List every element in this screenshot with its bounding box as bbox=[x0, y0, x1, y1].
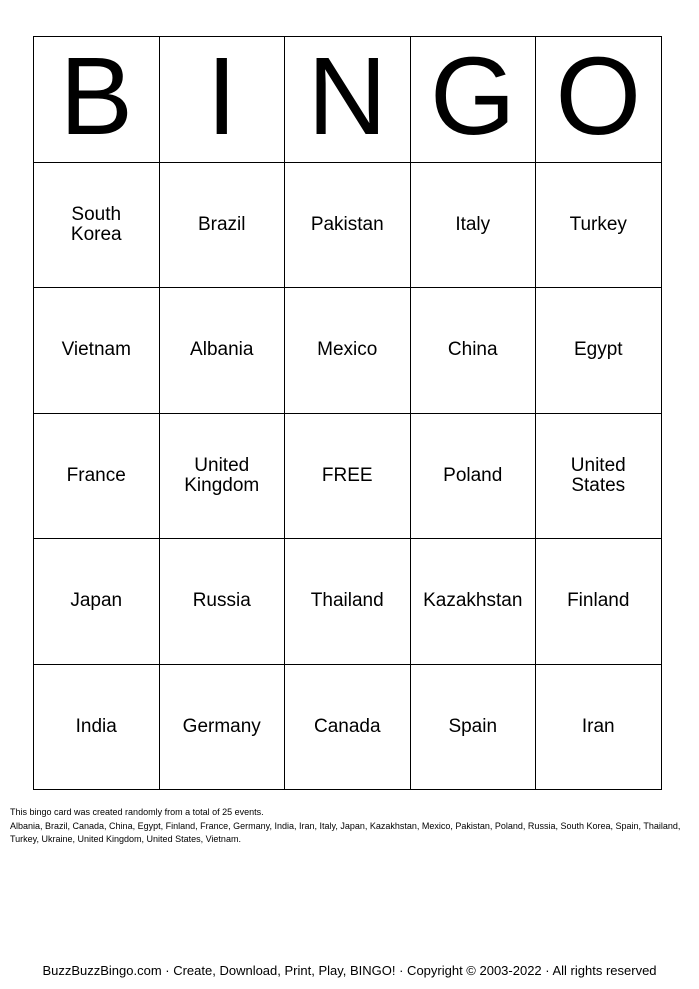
card-info bbox=[10, 806, 692, 847]
bingo-cell-label: Italy bbox=[455, 213, 491, 235]
bingo-cell bbox=[410, 162, 536, 288]
header-letter-n bbox=[285, 37, 411, 163]
bingo-cell bbox=[285, 664, 411, 790]
bingo-cell-label: Iran bbox=[581, 715, 615, 737]
bingo-cell-label: Russia bbox=[192, 590, 251, 612]
bingo-cell-label: Spain bbox=[448, 715, 498, 737]
bingo-cell-label: France bbox=[66, 464, 126, 486]
bingo-cell bbox=[159, 288, 285, 414]
header-letter-text: O bbox=[555, 36, 642, 159]
bingo-cell bbox=[159, 539, 285, 665]
bingo-cell bbox=[536, 162, 662, 288]
bingo-cell-label: Japan bbox=[70, 590, 123, 612]
bingo-cell-label: China bbox=[447, 339, 498, 361]
free-space-label: FREE bbox=[321, 464, 373, 486]
bingo-cell bbox=[410, 664, 536, 790]
bingo-cell bbox=[285, 288, 411, 414]
created-note: This bingo card was created randomly from a total of 25 events. bbox=[10, 807, 264, 817]
bingo-cell-label: Canada bbox=[313, 715, 381, 737]
bingo-cell bbox=[34, 664, 160, 790]
header-letter-i bbox=[159, 37, 285, 163]
bingo-row bbox=[34, 288, 662, 414]
bingo-cell bbox=[536, 539, 662, 665]
bingo-cell-label: Albania bbox=[190, 339, 254, 361]
bingo-cell-label: United Kingdom bbox=[184, 454, 260, 496]
bingo-cell-label: Kazakhstan bbox=[423, 590, 523, 612]
bingo-cell-label: Pakistan bbox=[310, 213, 384, 235]
bingo-header-row bbox=[34, 37, 662, 163]
header-letter-text: N bbox=[307, 36, 387, 159]
bingo-cell bbox=[34, 539, 160, 665]
bingo-cell-label: Germany bbox=[182, 715, 261, 737]
bingo-row bbox=[34, 162, 662, 288]
bingo-cell-label: Turkey bbox=[569, 213, 627, 235]
bingo-cell-label: Thailand bbox=[310, 590, 384, 612]
bingo-cell-label: Poland bbox=[443, 464, 503, 486]
bingo-cell bbox=[536, 664, 662, 790]
bingo-cell bbox=[159, 162, 285, 288]
bingo-cell bbox=[536, 288, 662, 414]
bingo-cell bbox=[285, 539, 411, 665]
header-letter-g bbox=[410, 37, 536, 163]
header-letter-o bbox=[536, 37, 662, 163]
bingo-cell-label: Vietnam bbox=[61, 339, 131, 361]
bingo-cell-label: Egypt bbox=[573, 339, 623, 361]
bingo-cell bbox=[285, 162, 411, 288]
bingo-cell bbox=[410, 539, 536, 665]
bingo-cell bbox=[410, 288, 536, 414]
header-letter-text: B bbox=[59, 36, 133, 159]
bingo-row bbox=[34, 664, 662, 790]
free-space-cell bbox=[285, 413, 411, 539]
bingo-cell bbox=[34, 288, 160, 414]
bingo-cell-label: India bbox=[75, 715, 117, 737]
header-letter-b bbox=[34, 37, 160, 163]
bingo-card bbox=[33, 36, 662, 790]
event-list: Albania, Brazil, Canada, China, Egypt, Finland, France, Germany, India, Iran, Italy, Japan, Kazakhstan, Mexico, Pakistan, Poland, Russia, South Korea, Spain, Thailand, Turkey, Ukraine, United Kingdom, United States, Vietnam. bbox=[10, 820, 681, 844]
bingo-cell-label: Brazil bbox=[197, 213, 246, 235]
bingo-row bbox=[34, 539, 662, 665]
bingo-row bbox=[34, 413, 662, 539]
bingo-cell bbox=[159, 413, 285, 539]
bingo-cell bbox=[159, 664, 285, 790]
bingo-cell-label: South Korea bbox=[70, 203, 122, 245]
bingo-cell bbox=[410, 413, 536, 539]
bingo-cell bbox=[34, 162, 160, 288]
header-letter-text: I bbox=[206, 36, 238, 159]
header-letter-text: G bbox=[429, 36, 516, 159]
bingo-cell-label: Finland bbox=[567, 590, 630, 612]
bingo-cell bbox=[34, 413, 160, 539]
bingo-cell-label: United States bbox=[570, 454, 626, 496]
footer-copyright: BuzzBuzzBingo.com · Create, Download, Print, Play, BINGO! · Copyright © 2003-2022 · All rights reserved bbox=[42, 963, 657, 978]
bingo-cell bbox=[536, 413, 662, 539]
bingo-cell-label: Mexico bbox=[317, 339, 378, 361]
